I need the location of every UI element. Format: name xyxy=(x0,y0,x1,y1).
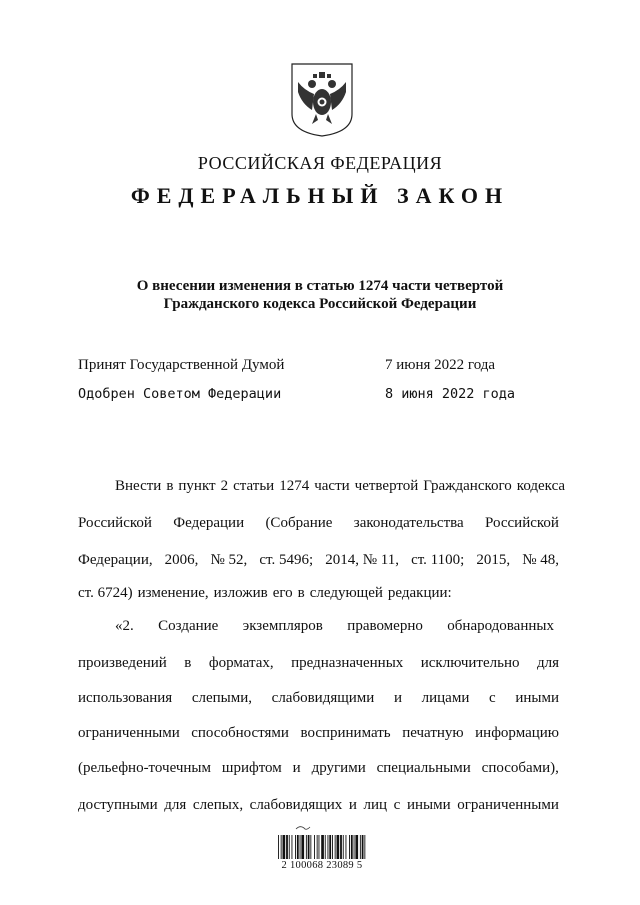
barcode-bar xyxy=(329,835,331,859)
body-word: лицами xyxy=(421,690,470,706)
body-word: исключительно xyxy=(420,655,520,671)
barcode-bar xyxy=(346,835,347,859)
body-word: произведений xyxy=(78,655,167,671)
barcode-bar xyxy=(295,835,296,859)
body-word: Федерации xyxy=(173,515,245,531)
barcode-bar xyxy=(292,835,293,859)
body-word: обнародованных xyxy=(447,618,554,634)
body-word: печатную xyxy=(402,725,464,741)
barcode-bar xyxy=(308,835,310,859)
barcode-number: 2 100068 23089 5 xyxy=(281,860,363,871)
body-line xyxy=(78,550,559,570)
barcode-bar xyxy=(340,835,342,859)
body-word: его xyxy=(272,585,293,601)
body-word: 2015, xyxy=(476,552,511,568)
body-word: слабовидящими xyxy=(271,690,375,706)
body-line xyxy=(115,616,559,636)
body-word: ограниченными xyxy=(457,797,559,813)
body-word: (рельефно-точечным xyxy=(78,760,212,776)
body-word: 2014, № 11, xyxy=(325,552,399,568)
body-word: четвертой xyxy=(354,478,419,494)
body-word: ст. 6724) xyxy=(78,585,133,601)
barcode-bar xyxy=(332,835,333,859)
body-word: другими xyxy=(311,760,366,776)
emblem-icon xyxy=(290,62,354,138)
body-word: в xyxy=(297,585,305,601)
barcode-icon xyxy=(276,823,368,883)
body-word: специальными xyxy=(376,760,471,776)
barcode-bar xyxy=(281,835,282,859)
barcode-bar xyxy=(286,835,288,859)
body-word: Российской xyxy=(485,515,559,531)
body-word: 1274 xyxy=(279,478,310,494)
body-word: слабовидящих xyxy=(249,797,343,813)
approved-date: 8 июня 2022 года xyxy=(385,386,516,402)
body-word: доступными xyxy=(78,797,158,813)
barcode-bar xyxy=(349,835,350,859)
body-word: № 52, xyxy=(210,552,248,568)
body-word: использования xyxy=(78,690,173,706)
adopted-label: Принят Государственной Думой xyxy=(78,357,285,373)
body-word: шрифтом xyxy=(221,760,282,776)
barcode-bar xyxy=(297,835,299,859)
barcode-bar xyxy=(278,835,279,859)
body-word: с xyxy=(393,797,401,813)
body-word: Создание xyxy=(158,618,219,634)
body-line xyxy=(78,795,559,815)
body-word: форматах, xyxy=(208,655,274,671)
law-title-line-2: Гражданского кодекса Российской Федерации xyxy=(163,296,477,312)
body-line xyxy=(78,723,559,743)
body-word: (Собрание xyxy=(265,515,333,531)
body-word: законодательства xyxy=(353,515,464,531)
body-word: Гражданского xyxy=(423,478,512,494)
barcode-bar xyxy=(360,835,361,859)
body-word: № 48, xyxy=(522,552,559,568)
body-word: 2006, xyxy=(164,552,199,568)
body-word: иными xyxy=(406,797,451,813)
body-word: и xyxy=(348,797,357,813)
body-word: ст. 1100; xyxy=(411,552,465,568)
barcode-bar xyxy=(337,835,340,859)
body-word: информацию xyxy=(475,725,559,741)
body-word: в xyxy=(184,655,192,671)
barcode-bar xyxy=(351,835,353,859)
barcode-bar xyxy=(319,835,320,859)
barcode-bar xyxy=(283,835,286,859)
document-type-heading: ФЕДЕРАЛЬНЫЙ ЗАКОН xyxy=(130,183,510,208)
barcode-bar xyxy=(325,835,326,859)
body-word: слепых, xyxy=(192,797,244,813)
body-word: экземпляров xyxy=(242,618,323,634)
body-word: лиц xyxy=(363,797,388,813)
barcode-bar xyxy=(306,835,307,859)
body-word: в xyxy=(166,478,174,494)
barcode-bar xyxy=(354,835,355,859)
body-word: для xyxy=(536,655,559,671)
body-word: и xyxy=(393,690,402,706)
barcode-bar xyxy=(355,835,358,859)
adopted-date: 7 июня 2022 года xyxy=(385,357,496,373)
body-word: редакции: xyxy=(387,585,452,601)
country-heading: РОССИЙСКАЯ ФЕДЕРАЦИЯ xyxy=(197,153,443,173)
body-word: части xyxy=(314,478,350,494)
law-title xyxy=(0,277,640,313)
body-word: Федерации, xyxy=(78,552,153,568)
body-word: ограниченными xyxy=(78,725,180,741)
body-line xyxy=(115,476,566,496)
body-line xyxy=(78,583,559,603)
barcode-bar xyxy=(362,835,364,859)
body-word: способностями xyxy=(191,725,289,741)
body-word: кодекса xyxy=(516,478,566,494)
body-line xyxy=(78,758,559,778)
body-word: способами), xyxy=(481,760,559,776)
barcode-bar xyxy=(300,835,301,859)
body-word: правомерно xyxy=(347,618,423,634)
body-word: с xyxy=(489,690,496,706)
barcode-bar xyxy=(321,835,324,859)
body-word: «2. xyxy=(115,618,134,634)
body-word: для xyxy=(164,797,187,813)
barcode-bar xyxy=(335,835,336,859)
approved-label: Одобрен Советом Федерации xyxy=(78,386,282,402)
body-word: 2 xyxy=(220,478,229,494)
body-word: и xyxy=(292,760,301,776)
body-word: статьи xyxy=(233,478,275,494)
barcode-bar xyxy=(343,835,344,859)
barcode-bar xyxy=(314,835,315,859)
body-word: изменение, xyxy=(137,585,209,601)
barcode-bar xyxy=(328,835,329,859)
body-word: иными xyxy=(515,690,559,706)
body-word: Российской xyxy=(78,515,152,531)
body-word: воспринимать xyxy=(300,725,391,741)
body-word: пункт xyxy=(178,478,216,494)
barcode-bar xyxy=(317,835,318,859)
body-word: слепыми, xyxy=(191,690,253,706)
body-word: Внести xyxy=(115,478,162,494)
body-line xyxy=(78,688,559,708)
body-word: ст. 5496; xyxy=(259,552,314,568)
body-word: предназначенных xyxy=(291,655,404,671)
law-title-line-1: О внесении изменения в статью 1274 части четвертой xyxy=(136,278,504,294)
body-line xyxy=(78,653,559,673)
barcode-bar xyxy=(289,835,290,859)
barcode-bar xyxy=(301,835,304,859)
body-line xyxy=(78,513,559,533)
barcode-bar xyxy=(310,835,311,859)
body-word: следующей xyxy=(309,585,383,601)
body-word: изложив xyxy=(213,585,268,601)
barcode-bar xyxy=(364,835,365,859)
